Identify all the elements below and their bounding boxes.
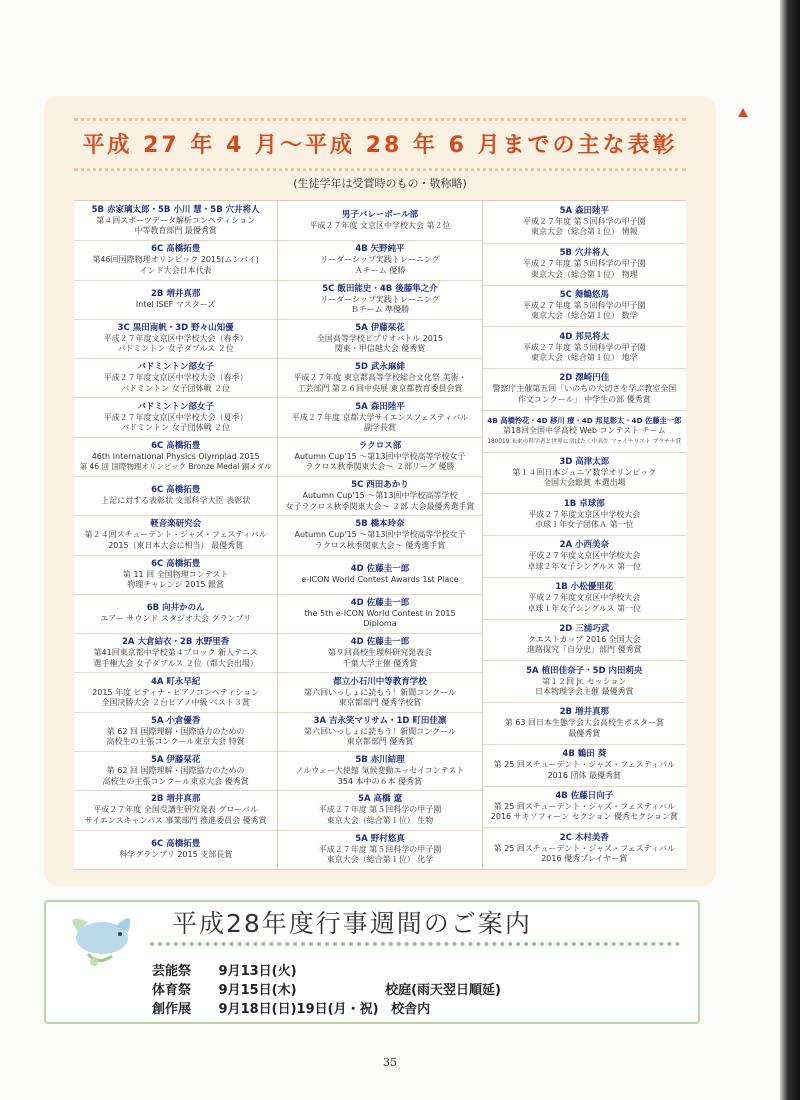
award-entry xyxy=(278,830,481,869)
award-detail: 東京大会（総合第１位） 化学 xyxy=(326,855,434,865)
award-entry xyxy=(483,452,686,494)
award-detail: 第 63 回日本生態学会大会高校生ポスター賞 xyxy=(504,718,664,728)
award-detail: クエストカップ 2016 全国大会 xyxy=(527,634,641,644)
award-entry xyxy=(74,437,277,476)
event-name: 体育祭 xyxy=(152,983,192,998)
award-entry xyxy=(483,702,686,744)
award-recipient: 4D 佐藤圭一郎 xyxy=(350,637,410,648)
award-recipient: 5B 穴井将人 xyxy=(559,248,609,259)
award-detail: 全国高等学校ビブリオバトル 2015 xyxy=(316,333,444,343)
award-detail: 作文コンクール」 中学生の部 優秀賞 xyxy=(517,394,651,404)
award-detail: 物理チャレンジ 2015 銀賞 xyxy=(127,580,225,590)
award-detail: 2015 年度 ピティナ・ピアノコンペティション xyxy=(92,687,260,697)
award-detail: Intel ISEF マスターズ xyxy=(135,299,216,309)
award-detail: 2016 サキソフォーン セクション 優秀セクション賞 xyxy=(490,812,678,822)
award-entry xyxy=(278,555,481,594)
award-detail: 副学長賞 xyxy=(363,423,396,433)
award-detail: 最優秀賞 xyxy=(568,728,601,738)
award-entry xyxy=(74,476,277,515)
award-detail: 卓球１年女子団体Ａ 第一位 xyxy=(535,520,634,530)
award-entry xyxy=(278,319,481,358)
award-detail: 東京都部門 優秀賞 xyxy=(346,737,414,747)
award-recipient: 5A 森田陸平 xyxy=(559,205,610,216)
award-entry xyxy=(483,660,686,702)
award-recipient: 5A 伊藤栞花 xyxy=(355,322,405,333)
award-detail: 平成２７年度 第５回科学の甲子園 xyxy=(318,805,442,815)
award-detail: 工芸部門 第２６回中央展 東京都教育委員会賞 xyxy=(297,383,463,393)
award-detail: 東京大会（総合第１位） 情報 xyxy=(531,227,638,237)
award-recipient: バドミントン部女子 xyxy=(137,401,214,412)
event-date: 9月15日(木) xyxy=(218,983,297,998)
award-entry xyxy=(483,410,686,452)
award-detail: 平成２７年度 全国受講生研究発表 グローバル xyxy=(93,805,258,815)
award-detail: 平成２７年度文京区中学校大会（春季） xyxy=(103,333,248,343)
award-detail: 第六回いっしょに読もう！新聞コンクール xyxy=(304,726,456,736)
award-recipient: 6C 髙橋拓豊 xyxy=(151,558,201,569)
award-recipient: 4B 鶴田 葵 xyxy=(562,749,607,760)
award-detail: 高校生の主張コンクール東京大会 優秀賞 xyxy=(102,776,249,786)
award-detail: 関東・甲信越大会 優秀賞 xyxy=(334,344,426,354)
award-detail: 2016 団体 最優秀賞 xyxy=(547,770,622,780)
award-entry xyxy=(483,243,686,285)
award-recipient: 4B 矢野純平 xyxy=(355,244,405,255)
award-entry xyxy=(278,751,481,790)
title-dotted-rule-bottom xyxy=(74,168,686,171)
award-recipient: 2C 木村美香 xyxy=(559,832,609,843)
award-entry xyxy=(278,280,481,319)
award-detail: 平成２７年度 京都大学サイエンスフェスティバル xyxy=(291,412,469,422)
award-detail: 第41回東京都中学校第４ブロック 新人テニス xyxy=(93,648,258,658)
award-recipient: 2B 増井真那 xyxy=(559,707,609,718)
award-recipient: 5B 赤家璃太郎・5B 小川 慧・5B 穴井将人 xyxy=(91,204,260,215)
award-detail: 中等教育部門 最優秀賞 xyxy=(134,226,217,236)
award-detail: Autumn Cup'15 ～第13回中学校高等学校女子 xyxy=(294,530,466,540)
award-detail: 354 本中の６本 優秀賞 xyxy=(337,776,423,786)
award-detail: Autumn Cup'15 ～第13回中学校高等学校 xyxy=(302,491,458,501)
award-recipient: 6C 髙橋拓豊 xyxy=(151,485,201,496)
award-detail: 第 62 回 国際理解・国際協力のための xyxy=(106,726,245,736)
award-recipient: 4B 高橋怜花・4D 移川 療・4D 邦見彰太・4D 佐藤圭一郎 xyxy=(487,416,682,426)
award-entry xyxy=(483,326,686,368)
award-detail: ラクロス秋季関東大会～ 優秀選手賞 xyxy=(314,540,446,550)
award-entry xyxy=(74,594,277,633)
award-detail: 第 25 回スチューデント・ジャズ・フェスティバル xyxy=(493,801,675,811)
award-detail: 全国決勝大会 ２台ピアノ中級 ベスト３賞 xyxy=(101,698,250,708)
award-detail: 平成２７年度 文京区中学校大会 第２位 xyxy=(309,220,451,230)
event-row-geinosai xyxy=(152,960,297,979)
award-entry xyxy=(483,744,686,786)
award-detail: 千葉大学主催 優秀賞 xyxy=(342,658,418,668)
award-entry xyxy=(74,830,277,869)
award-entry xyxy=(483,368,686,410)
award-entry xyxy=(278,712,481,751)
award-detail: 2015（東日本大会に相当） 最優秀賞 xyxy=(108,540,244,550)
event-place: 校舎内 xyxy=(391,1002,431,1017)
bird-illustration-icon xyxy=(58,902,148,972)
award-detail: 第 25 回スチューデント・ジャズ・フェスティバル xyxy=(493,843,675,853)
award-entry xyxy=(483,201,686,243)
award-detail: 東京大会（総合第１位） 地学 xyxy=(531,353,638,363)
award-entry xyxy=(74,240,277,279)
award-detail: 高校生の主張コンクール東京大会 特賞 xyxy=(106,737,245,747)
award-entry xyxy=(74,633,277,672)
award-recipient: 5A 高橋 遼 xyxy=(358,794,402,805)
award-detail: 第９回高校生理科研究発表会 xyxy=(327,648,432,658)
award-entry xyxy=(483,619,686,661)
award-entry xyxy=(74,280,277,319)
award-detail: 第六回いっしょに読もう！新聞コンクール xyxy=(304,687,456,697)
award-detail: 東京大会（総合第１位） 数学 xyxy=(531,311,638,321)
award-entry xyxy=(74,319,277,358)
award-recipient: 5A 小倉優香 xyxy=(150,715,201,726)
award-detail: the 5th e-ICON World Contest in 2015 xyxy=(304,608,456,618)
award-entry xyxy=(278,397,481,436)
page-edge-shadow xyxy=(780,0,800,1100)
award-recipient: 1B 小松優里花 xyxy=(555,582,614,593)
award-entry xyxy=(278,358,481,397)
award-detail: 第 25 回スチューデント・ジャズ・フェスティバル xyxy=(493,760,675,770)
event-row-sousakuten xyxy=(152,998,430,1017)
award-recipient: 2B 増井真那 xyxy=(150,794,201,805)
award-recipient: 4D 佐藤圭一郎 xyxy=(350,563,410,574)
award-recipient: 4D 邦見将太 xyxy=(559,331,610,342)
events-title: 平成28年度行事週間のご案内 xyxy=(172,909,532,938)
award-recipient: 男子バレーボール部 xyxy=(341,209,419,220)
award-detail: 日本物理学会主催 最優秀賞 xyxy=(535,687,634,697)
award-entry xyxy=(278,476,481,515)
award-detail: 科学グランプリ 2015 支部長賞 xyxy=(119,849,233,859)
event-name: 創作展 xyxy=(152,1002,192,1017)
event-row-taiikusai xyxy=(152,979,501,998)
award-detail: 選手権大会 女子ダブルス ２位（都大会出場） xyxy=(93,658,258,668)
award-recipient: 4B 佐藤日向子 xyxy=(555,790,614,801)
award-detail: 東京大会（総合第１位） 物理 xyxy=(531,269,638,279)
award-detail: サイエンスキャンパス 事業部門 推進委員会 優秀賞 xyxy=(84,815,267,825)
award-detail: 第２４回スチューデント・ジャズ・フェスティバル xyxy=(84,530,267,540)
award-detail: 第18回全国中学高校 Web コンテスト チーム xyxy=(502,426,666,436)
award-recipient: 5A 伊藤栞花 xyxy=(150,755,201,766)
award-detail: リーダーシップ実践トレーニング xyxy=(320,294,440,304)
award-entry xyxy=(74,672,277,711)
award-detail: 上記に対する表彰状 文部科学大臣 表彰状 xyxy=(101,496,251,506)
award-detail: 第 46 回 国際物理オリンピック Bronze Medal 銅メダル xyxy=(79,462,272,472)
award-recipient: 2D 三浦巧武 xyxy=(559,623,610,634)
award-detail: バドミントン 女子団体戦 ２位 xyxy=(121,383,231,393)
award-detail: Ｂチーム 準優勝 xyxy=(350,305,410,315)
award-recipient: 2B 増井真那 xyxy=(150,288,201,299)
award-detail: 平成２７年度 第５回科学の甲子園 xyxy=(523,259,646,269)
award-entry xyxy=(483,577,686,619)
award-detail: 東京都部門 優秀学校賞 xyxy=(338,698,422,708)
awards-column-left xyxy=(74,201,277,869)
award-detail: 平成２７年度 第５回科学の甲子園 xyxy=(523,216,646,226)
award-recipient: 5B 橋本玲奈 xyxy=(355,519,405,530)
award-detail: 女子ラクロス秋季関東大会～ ２部 大会最優秀選手賞 xyxy=(285,501,475,511)
award-entry xyxy=(74,515,277,554)
award-entry xyxy=(74,751,277,790)
award-recipient: 5A 野村悠真 xyxy=(355,833,405,844)
corner-triangle-mark xyxy=(738,108,748,117)
award-detail: 第 62 回 国際理解・国際協力のための xyxy=(106,766,245,776)
award-detail: 第１２回 Jr. セッション xyxy=(542,676,627,686)
awards-subtitle: (生徒学年は受賞時のもの・敬称略) xyxy=(293,177,467,190)
page-number: 35 xyxy=(383,1056,397,1069)
award-detail: 平成２７年度 東京都高等学校総合文化祭 美術・ xyxy=(293,373,467,383)
award-detail: 進路探究「自分史」部門 優秀賞 xyxy=(527,645,642,655)
award-detail: 卓球２年女子シングルス 第一位 xyxy=(527,561,642,571)
award-detail: Diploma xyxy=(363,619,397,629)
award-detail: 46th International Physics Olympiad 2015 xyxy=(91,451,260,461)
award-detail: 平成２７年度文京区中学校大会 xyxy=(528,509,641,519)
award-recipient: 2A 小西美奈 xyxy=(559,540,610,551)
award-detail: 2016 優秀プレイヤー賞 xyxy=(541,854,628,864)
award-entry xyxy=(278,437,481,476)
award-detail: ラクロス秋季関東大会～ ２部リーグ 優勝 xyxy=(305,462,455,472)
award-recipient: 5B 赤川結理 xyxy=(355,755,405,766)
award-entry xyxy=(74,712,277,751)
award-entry xyxy=(483,493,686,535)
awards-column-right xyxy=(482,201,686,869)
award-detail: 第46回国際物理オリンピック 2015(ムンバイ) xyxy=(92,255,259,265)
award-detail: Ａチーム 優勝 xyxy=(354,265,406,275)
award-entry xyxy=(483,786,686,828)
award-recipient: 3D 高津太郎 xyxy=(559,456,610,467)
award-detail: 全国大会銀賞 本選出場 xyxy=(543,478,626,488)
award-entry xyxy=(278,201,481,240)
award-recipient: 5D 武永麻緋 xyxy=(355,362,405,373)
award-detail: 平成２７年度文京区中学校大会（夏季） xyxy=(103,412,248,422)
award-recipient: 2D 澤崎円佳 xyxy=(559,373,610,384)
awards-column-middle xyxy=(277,201,481,869)
award-entry xyxy=(278,672,481,711)
award-detail: バドミントン 女子団体戦 ２位 xyxy=(121,423,231,433)
award-detail: 第 11 回 全国物理コンテスト xyxy=(122,569,229,579)
award-detail: ノルウェー大使館 気候変動エッセイコンテスト xyxy=(295,766,465,776)
award-detail: リーダーシップ実践トレーニング xyxy=(320,255,440,265)
award-detail: 第４回スポーツデータ解析コンペティション xyxy=(96,215,256,225)
award-detail: 第１４回日本ジュニア数学オリンピック xyxy=(512,467,657,477)
award-detail: e-ICON World Contest Awards 1st Place xyxy=(301,574,459,584)
award-entry xyxy=(74,790,277,829)
award-recipient: バドミントン部女子 xyxy=(137,362,214,373)
awards-table xyxy=(74,200,686,870)
award-detail: バドミントン 女子ダブルス ２位 xyxy=(117,344,234,354)
award-entry xyxy=(74,358,277,397)
award-recipient: 5A 森田陸平 xyxy=(355,401,405,412)
award-detail: 平成２７年度 第５回科学の甲子園 xyxy=(523,300,646,310)
award-recipient: 1B 卓球部 xyxy=(563,498,605,509)
award-recipient: 6C 髙橋拓豊 xyxy=(151,244,201,255)
award-recipient: 4A 町永早紀 xyxy=(150,676,201,687)
awards-title: 平成 27 年 4 月～平成 28 年 6 月までの主な表彰 xyxy=(82,133,678,158)
title-dotted-rule-top xyxy=(74,118,686,121)
award-recipient: 5A 植田佳奈子・5D 内田莉央 xyxy=(526,665,643,676)
award-recipient: 6C 髙橋拓豊 xyxy=(151,440,201,451)
award-recipient: 4D 佐藤圭一郎 xyxy=(350,597,410,608)
award-detail: 平成２７年度文京区中学校大会 xyxy=(528,551,641,561)
award-detail: 東京大会（総合第１位） 生物 xyxy=(326,815,434,825)
award-detail: 平成２７年度 第５回科学の甲子園 xyxy=(318,844,442,854)
event-date: 9月13日(火) xyxy=(218,964,297,979)
award-entry xyxy=(74,201,277,240)
award-recipient: 3A 吉永笑マリサム・1D 町田佳凛 xyxy=(313,715,447,726)
award-detail: 180019 未来の科学者と世界に羽ばたく中高生 ファイナリスト プラチナ賞 xyxy=(487,438,682,445)
award-entry xyxy=(278,790,481,829)
award-detail: 警察庁主催第五回「いのちの大切さを学ぶ教室全国 xyxy=(492,384,677,394)
award-detail: 平成２７年度文京区中学校大会 xyxy=(528,593,641,603)
award-detail: 平成２７年度 第５回科学の甲子園 xyxy=(523,342,646,352)
award-entry xyxy=(278,633,481,672)
award-recipient: 6C 髙橋拓豊 xyxy=(151,838,201,849)
award-entry xyxy=(74,555,277,594)
award-recipient: 3C 黒田南帆・3D 野々山知優 xyxy=(117,322,234,333)
award-detail: Autumn Cup'15 ～第13回中学校高等学校女子 xyxy=(294,451,466,461)
award-entry xyxy=(74,397,277,436)
event-name: 芸能祭 xyxy=(152,964,192,979)
award-entry xyxy=(483,535,686,577)
award-recipient: 5C 舞鶴悠馬 xyxy=(559,289,609,300)
award-detail: インド大会日本代表 xyxy=(139,265,212,275)
events-dotted-rule xyxy=(150,942,680,946)
award-recipient: 軽音楽研究会 xyxy=(150,519,202,530)
award-recipient: ラクロス部 xyxy=(358,440,402,451)
award-entry xyxy=(278,515,481,554)
award-detail: 平成２７年度文京区中学校大会（春季） xyxy=(103,373,248,383)
award-recipient: 2A 大倉結衣・2B 水野里香 xyxy=(122,637,230,648)
award-entry xyxy=(483,827,686,869)
award-detail: 卓球１年女子シングルス 第一位 xyxy=(527,603,642,613)
award-entry xyxy=(278,240,481,279)
award-entry xyxy=(278,594,481,633)
award-recipient: 都立小石川中等教育学校 xyxy=(333,676,427,687)
award-recipient: 5C 飯田能史・4B 後藤隼之介 xyxy=(322,283,438,294)
award-entry xyxy=(483,285,686,327)
award-recipient: 6B 向井かのん xyxy=(146,603,205,614)
event-date: 9月18日(日)19日(月・祝) xyxy=(218,1002,379,1017)
award-detail: エアー サウンド スタジオ大会 グランプリ xyxy=(100,614,252,624)
event-place: 校庭(雨天翌日順延) xyxy=(385,983,501,998)
award-recipient: 5C 西田あかり xyxy=(351,480,409,491)
